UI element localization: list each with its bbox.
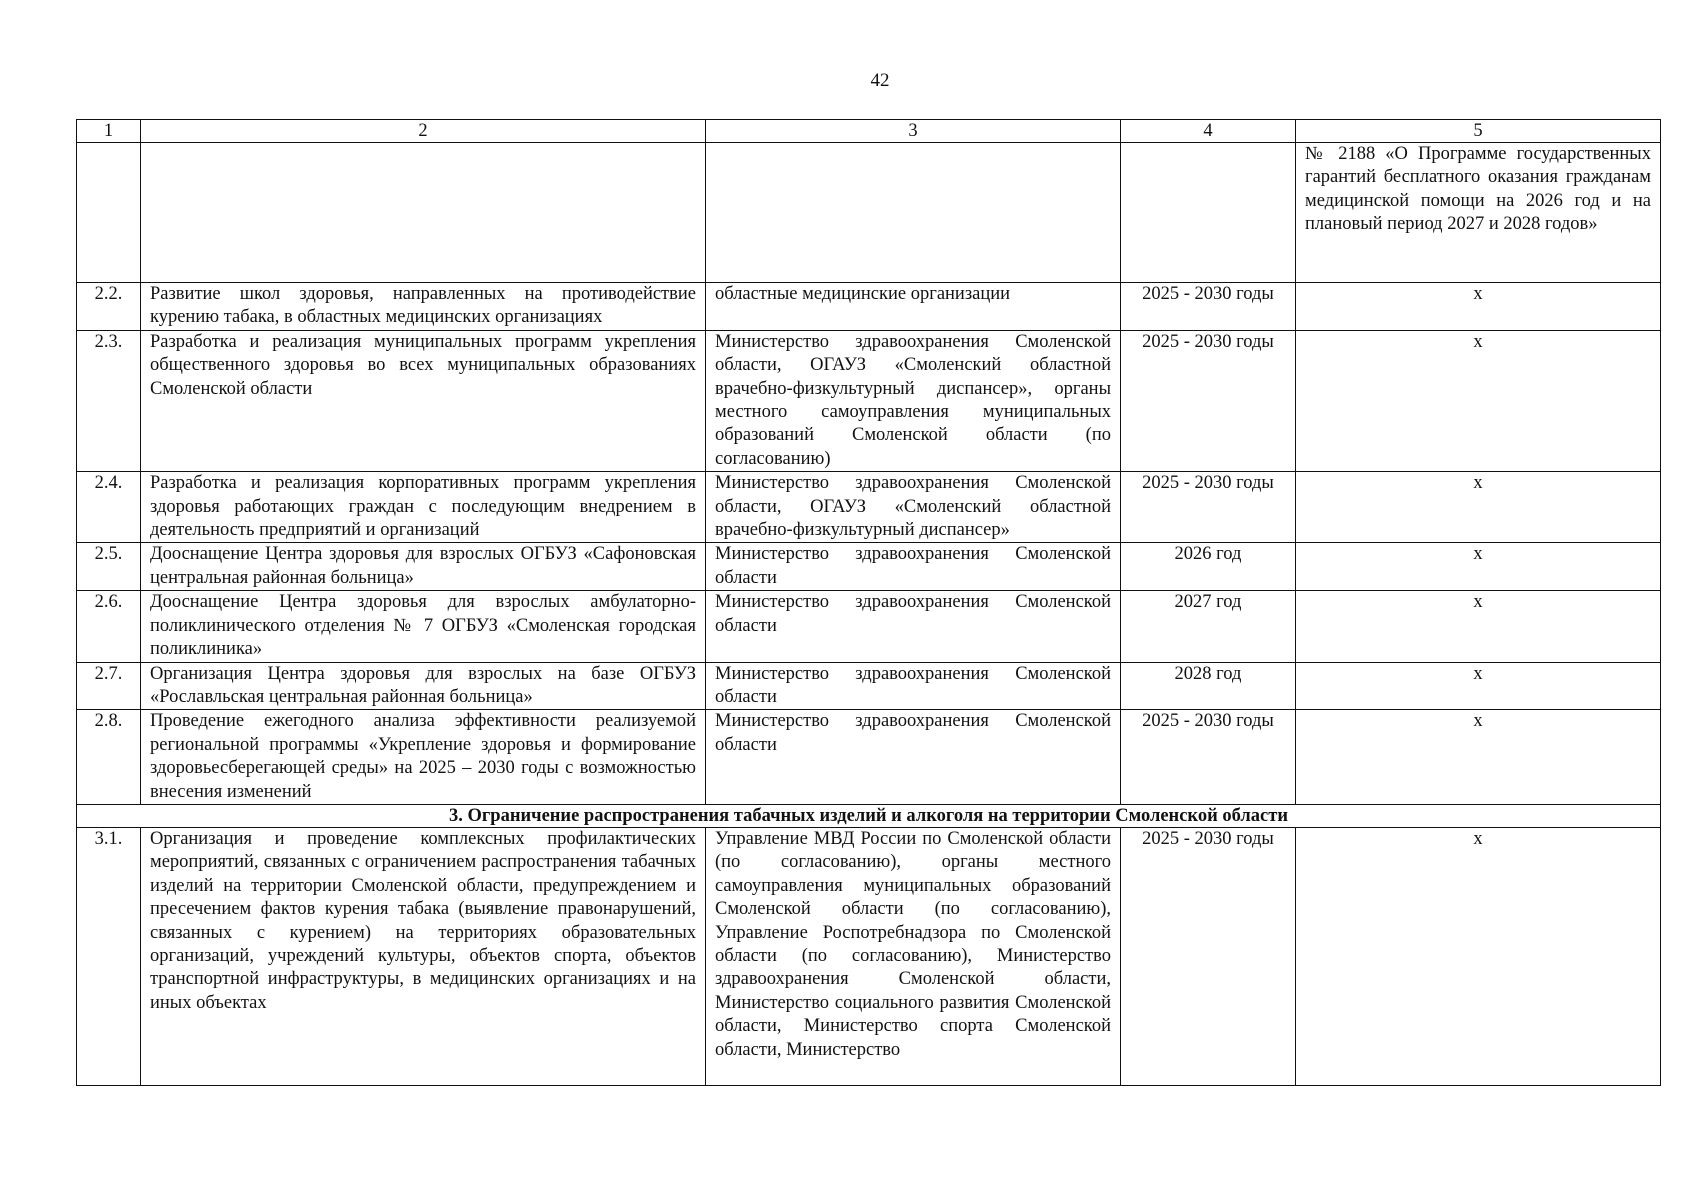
- page-number: 42: [870, 70, 890, 91]
- row-activity: Дооснащение Центра здоровья для взрослых амбулаторно-поликлинического отделения № 7 ОГБУЗ «Смоленская городская поликлиника»: [141, 591, 706, 662]
- row-result: x: [1296, 283, 1661, 331]
- row-activity: Организация и проведение комплексных профилактических мероприятий, связанных с ограничением распространения табачных изделий на территории Смоленской области, предупреждением и пресечением фактов курения табака (выявление правонарушений, связанных с курением) на территориях образовательных организаций, учреждений культуры, объектов спорта, объектов транспортной инфраструктуры, в медицинских организациях и на иных объектах: [141, 827, 706, 1085]
- row-num: 2.4.: [77, 472, 141, 543]
- row-num: 2.8.: [77, 710, 141, 805]
- table-row-2-6: [77, 591, 1661, 662]
- row-activity: Развитие школ здоровья, направленных на противодействие курению табака, в областных медицинских организациях: [141, 283, 706, 331]
- table-row-2-4: [77, 472, 1661, 543]
- header-cell-1: 1: [77, 120, 141, 143]
- row-num: 2.6.: [77, 591, 141, 662]
- header-cell-4: 4: [1121, 120, 1296, 143]
- row-executors: Министерство здравоохранения Смоленской области, ОГАУЗ «Смоленский областной врачебно-физкультурный диспансер», органы местного самоуправления муниципальных образований Смоленской области (по согласованию): [706, 330, 1121, 471]
- table-row-2-8: [77, 710, 1661, 805]
- table-row-2-5: [77, 543, 1661, 591]
- row-executors: Министерство здравоохранения Смоленской области: [706, 710, 1121, 805]
- continuation-executors: [706, 143, 1121, 283]
- row-num: 2.5.: [77, 543, 141, 591]
- continuation-row: [77, 143, 1661, 283]
- row-result: x: [1296, 472, 1661, 543]
- header-row: [77, 120, 1661, 143]
- row-activity: Дооснащение Центра здоровья для взрослых ОГБУЗ «Сафоновская центральная районная больница»: [141, 543, 706, 591]
- row-executors: Министерство здравоохранения Смоленской области: [706, 543, 1121, 591]
- row-period: 2028 год: [1121, 662, 1296, 710]
- continuation-result: № 2188 «О Программе государственных гарантий бесплатного оказания гражданам медицинской помощи на 2026 год и на плановый период 2027 и 2028 годов»: [1296, 143, 1661, 283]
- row-period: 2025 - 2030 годы: [1121, 827, 1296, 1085]
- row-result: x: [1296, 330, 1661, 471]
- continuation-activity: [141, 143, 706, 283]
- row-period: 2026 год: [1121, 543, 1296, 591]
- row-period: 2025 - 2030 годы: [1121, 330, 1296, 471]
- row-result: x: [1296, 662, 1661, 710]
- row-num: 2.7.: [77, 662, 141, 710]
- table-row-3-1: [77, 827, 1661, 1085]
- row-num: 3.1.: [77, 827, 141, 1085]
- row-period: 2027 год: [1121, 591, 1296, 662]
- table-row-2-2: [77, 283, 1661, 331]
- row-num: 2.3.: [77, 330, 141, 471]
- section-3-heading-row: [77, 804, 1661, 827]
- continuation-period: [1121, 143, 1296, 283]
- row-num: 2.2.: [77, 283, 141, 331]
- section-3-title: 3. Ограничение распространения табачных изделий и алкоголя на территории Смоленской области: [77, 804, 1661, 827]
- row-result: x: [1296, 591, 1661, 662]
- row-result: x: [1296, 543, 1661, 591]
- row-activity: Проведение ежегодного анализа эффективности реализуемой региональной программы «Укрепление здоровья и формирование здоровьесберегающей среды» на 2025 – 2030 годы с возможностью внесения изменений: [141, 710, 706, 805]
- row-period: 2025 - 2030 годы: [1121, 283, 1296, 331]
- header-cell-2: 2: [141, 120, 706, 143]
- row-executors: Управление МВД России по Смоленской области (по согласованию), органы местного самоуправления муниципальных образований Смоленской области (по согласованию), Управление Роспотребнадзора по Смоленской области (по согласованию), Министерство здравоохранения Смоленской области, Министерство социального развития Смоленской области, Министерство спорта Смоленской области, Министерство: [706, 827, 1121, 1085]
- row-executors: Министерство здравоохранения Смоленской области, ОГАУЗ «Смоленский областной врачебно-физкультурный диспансер»: [706, 472, 1121, 543]
- row-period: 2025 - 2030 годы: [1121, 472, 1296, 543]
- row-activity: Разработка и реализация корпоративных программ укрепления здоровья работающих граждан с последующим внедрением в деятельность предприятий и организаций: [141, 472, 706, 543]
- header-cell-3: 3: [706, 120, 1121, 143]
- continuation-num: [77, 143, 141, 283]
- row-executors: Министерство здравоохранения Смоленской области: [706, 591, 1121, 662]
- row-executors: Министерство здравоохранения Смоленской области: [706, 662, 1121, 710]
- row-executors: областные медицинские организации: [706, 283, 1121, 331]
- row-activity: Разработка и реализация муниципальных программ укрепления общественного здоровья во всех муниципальных образованиях Смоленской области: [141, 330, 706, 471]
- table-row-2-3: [77, 330, 1661, 471]
- table-row-2-7: [77, 662, 1661, 710]
- header-cell-5: 5: [1296, 120, 1661, 143]
- measures-table: [76, 119, 1661, 1086]
- row-period: 2025 - 2030 годы: [1121, 710, 1296, 805]
- row-activity: Организация Центра здоровья для взрослых на базе ОГБУЗ «Рославльская центральная районная больница»: [141, 662, 706, 710]
- row-result: x: [1296, 710, 1661, 805]
- row-result: x: [1296, 827, 1661, 1085]
